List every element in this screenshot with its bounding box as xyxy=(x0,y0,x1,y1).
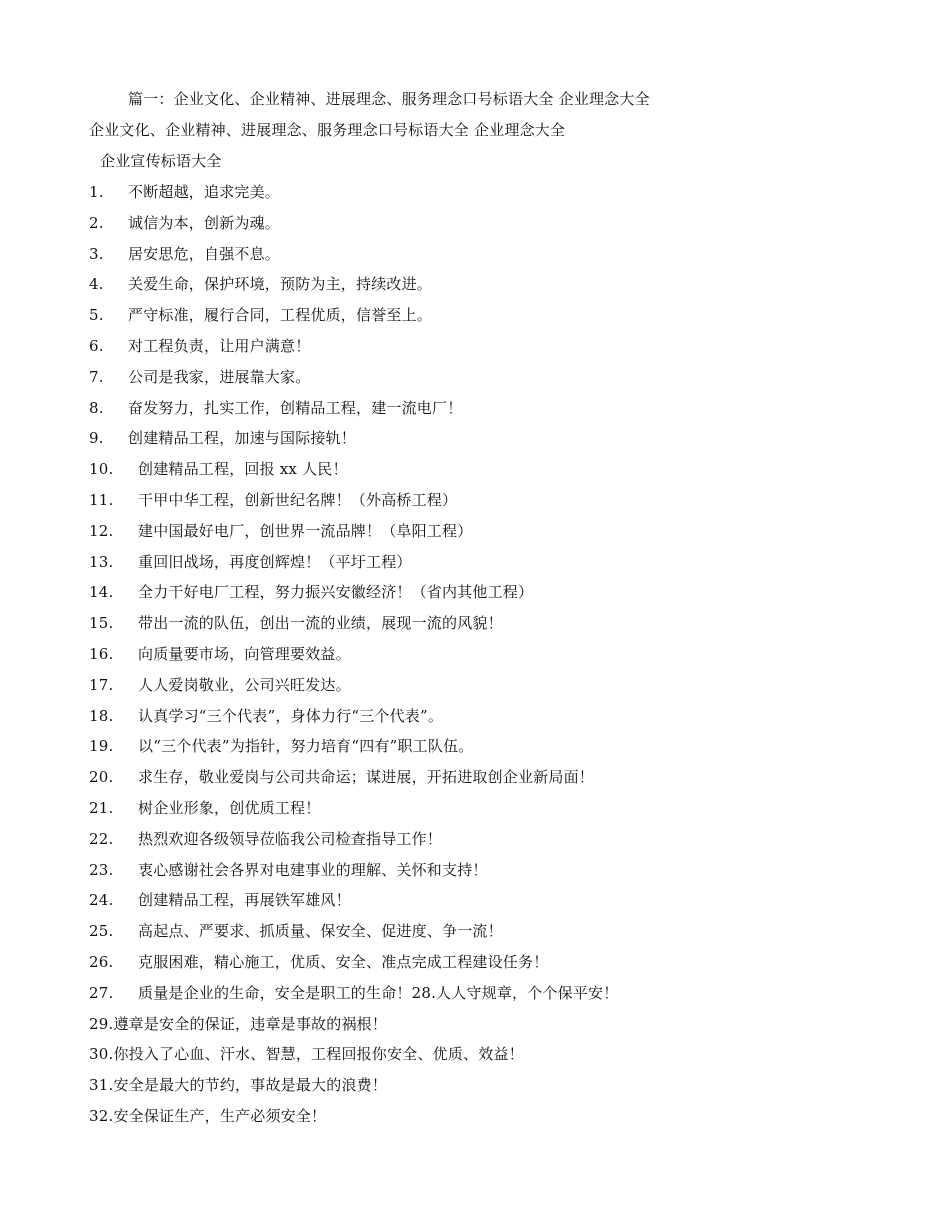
list-item-number: 10. xyxy=(89,460,114,479)
list-item-text: 建中国最好电厂，创世界一流品牌！（阜阳工程） xyxy=(138,521,473,540)
list-item-number: 18. xyxy=(89,706,114,725)
list-item-number: 11. xyxy=(89,491,114,509)
list-item-text: 对工程负责，让用户满意！ xyxy=(128,337,311,355)
list-item-text: 求生存，敬业爱岗与公司共命运；谋进展，开拓进取创企业新局面！ xyxy=(138,768,595,787)
list-item-text: 创建精品工程，加速与国际接轨！ xyxy=(128,429,357,448)
list-item-text: 衷心感谢社会各界对电建事业的理解、关怀和支持！ xyxy=(138,860,488,879)
list-item-text: 奋发努力，扎实工作，创精品工程，建一流电厂！ xyxy=(128,398,463,417)
list-item-text: 认真学习“三个代表”，身体力行“三个代表”。 xyxy=(138,706,444,725)
list-item-text: 全力干好电厂工程，努力振兴安徽经济！（省内其他工程） xyxy=(138,583,534,602)
list-item-number: 14. xyxy=(89,583,114,602)
list-item-number: 5. xyxy=(89,306,104,325)
list-item-number: 15. xyxy=(89,614,114,633)
list-item-number: 1. xyxy=(89,183,104,201)
list-item-number: 22. xyxy=(89,829,114,848)
list-item-number: 20. xyxy=(89,768,114,787)
list-item-text: 树企业形象，创优质工程！ xyxy=(138,799,321,817)
list-item-text: 诚信为本，创新为魂。 xyxy=(128,213,281,232)
list-item-number: 16. xyxy=(89,645,114,663)
list-item-number: 19. xyxy=(89,737,114,756)
heading-line-1: 篇一：企业文化、企业精神、进展理念、服务理念口号标语大全 企业理念大全 xyxy=(128,90,650,108)
list-item-number: 13. xyxy=(89,552,114,571)
list-item-text: 重回旧战场，再度创辉煌！（平圩工程） xyxy=(138,552,412,571)
list-item-number: 25. xyxy=(89,922,114,941)
list-item-number: 9. xyxy=(89,429,104,448)
list-item-number: 24. xyxy=(89,891,114,910)
list-item-number: 21. xyxy=(89,799,114,817)
list-item-text: 人人爱岗敬业，公司兴旺发达。 xyxy=(138,675,351,694)
list-item-text: 居安思危，自强不息。 xyxy=(128,244,281,263)
list-item-text: 向质量要市场，向管理要效益。 xyxy=(138,645,351,663)
list-item-number: 27. xyxy=(89,983,114,1002)
list-item-number: 17. xyxy=(89,675,114,694)
list-item-text: 创建精品工程，回报 xx 人民！ xyxy=(138,460,348,479)
list-item-text: 以“三个代表”为指针，努力培育“四有”职工队伍。 xyxy=(138,737,474,756)
list-item-number: 2. xyxy=(89,213,104,232)
list-item-text: 热烈欢迎各级领导莅临我公司检查指导工作！ xyxy=(138,829,443,848)
list-item-text: 29.遵章是安全的保证，违章是事故的祸根！ xyxy=(89,1014,388,1033)
subheading: 企业宣传标语大全 xyxy=(100,152,222,170)
list-item-text: 质量是企业的生命，安全是职工的生命！28.人人守规章，个个保平安！ xyxy=(138,983,619,1002)
list-item-text: 带出一流的队伍，创出一流的业绩，展现一流的风貌！ xyxy=(138,614,503,633)
list-item-text: 创建精品工程，再展铁军雄风！ xyxy=(138,891,351,910)
list-item-text: 严守标准，履行合同，工程优质，信誉至上。 xyxy=(128,306,433,325)
list-item-text: 干甲中华工程，创新世纪名牌！（外高桥工程） xyxy=(138,491,458,509)
list-item-text: 31.安全是最大的节约，事故是最大的浪费！ xyxy=(89,1076,388,1095)
list-item-text: 不断超越，追求完美。 xyxy=(128,183,281,201)
list-item-text: 30.你投入了心血、汗水、智慧，工程回报你安全、优质、效益！ xyxy=(89,1045,524,1064)
list-item-number: 26. xyxy=(89,953,114,971)
list-item-text: 克服困难，精心施工，优质、安全、准点完成工程建设任务！ xyxy=(138,953,549,971)
list-item-number: 3. xyxy=(89,244,104,263)
list-item-text: 32.安全保证生产，生产必须安全！ xyxy=(89,1107,327,1125)
list-item-number: 23. xyxy=(89,860,114,879)
list-item-text: 高起点、严要求、抓质量、保安全、促进度、争一流！ xyxy=(138,922,503,941)
list-item-number: 12. xyxy=(89,521,114,540)
list-item-text: 公司是我家，进展靠大家。 xyxy=(128,367,311,386)
list-item-number: 7. xyxy=(89,367,104,386)
list-item-text: 关爱生命，保护环境，预防为主，持续改进。 xyxy=(128,275,433,294)
list-item-number: 8. xyxy=(89,398,104,417)
heading-line-2: 企业文化、企业精神、进展理念、服务理念口号标语大全 企业理念大全 xyxy=(89,121,566,139)
list-item-number: 4. xyxy=(89,275,104,294)
list-item-number: 6. xyxy=(89,337,104,355)
